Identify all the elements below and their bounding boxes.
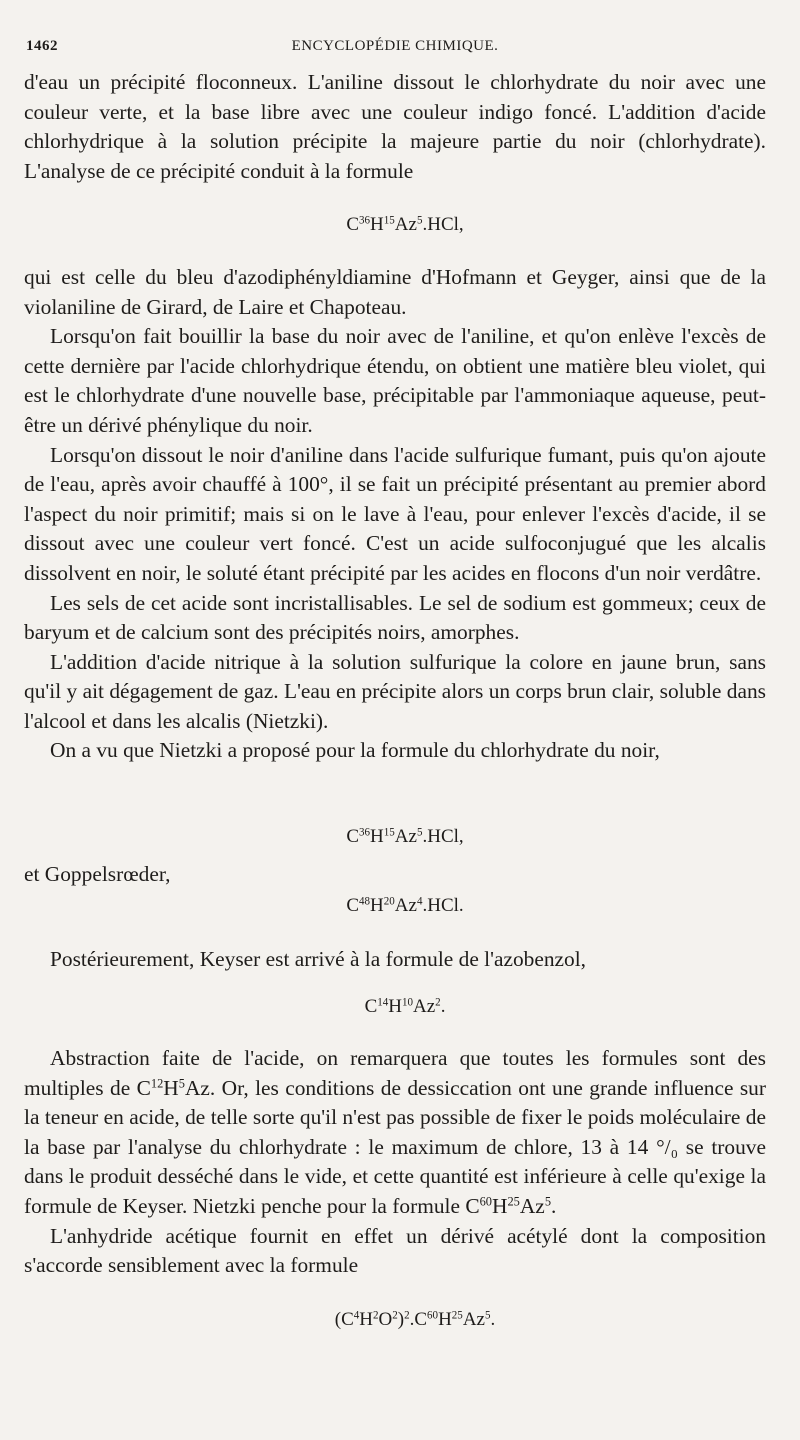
- paragraph-5: Les sels de cet acide sont incristallisables. Le sel de sodium est gommeux; ceux de baryum et de calcium sont des précipités noirs, amorphes.: [24, 590, 766, 645]
- formula-azobenzol: $C^{14}H^{10}Az^2$.: [364, 996, 446, 1018]
- paragraph-4: Lorsqu'on dissout le noir d'aniline dans l'acide sulfurique fumant, puis qu'on ajoute de l'eau, après avoir chauffé à 100°, il se fait un précipité présentant au premier abord l'aspect du noir primitif; mais si on le lave à l'eau, pour enlever l'excès d'acide, il se dissout avec une couleur vert foncé. C'est un acide sulfoconjugué que les alcalis dissolvent en noir, le soluté étant précipité par les acides en flocons d'un noir verdâtre.: [24, 442, 766, 585]
- formula-nietzki: $C^{36}H^{15}Az^5.HCl$,: [346, 826, 464, 848]
- paragraph-abstraction: Abstraction faite de l'acide, on remarquera que toutes les formules sont des multiples de $C^{12}H^5Az$. Or, les conditions de dessiccation ont une grande influence sur la teneur en acide, de telle sorte qu'il n'est pas possible de fixer le poids moléculaire de la base par l'analyse du chlorhydrate : le maximum de chlore, 13 à 14 °/₀ se trouve dans le produit desséché dans le vide, et cette quantité est inférieure à celle qu'exige la formule de Keyser. Nietzki penche pour la formule $C^{60}H^{25}Az^5$.: [24, 1046, 766, 1218]
- paragraph-goppelsroeder: et Goppelsrœder,: [24, 861, 171, 886]
- formula-acetyl-derivative: $(C^4H^2O^2)^2.C^{60}H^{25}Az^5$.: [334, 1308, 496, 1330]
- paragraph-7: On a vu que Nietzki a proposé pour la formule du chlorhydrate du noir,: [50, 738, 660, 763]
- paragraph-2: qui est celle du bleu d'azodiphényldiamine d'Hofmann et Geyger, ainsi que de la violaniline de Girard, de Laire et Chapoteau.: [24, 264, 766, 319]
- formula-hofmann-geyger: $C^{36}H^{15}Az^5.HCl$,: [346, 214, 464, 236]
- running-head: [24, 38, 766, 68]
- paragraph-keyser: Postérieurement, Keyser est arrivé à la formule de l'azobenzol,: [50, 946, 587, 971]
- paragraph-anhydride: L'anhydride acétique fournit en effet un dérivé acétylé dont la composition s'accorde sensiblement avec la formule: [24, 1223, 766, 1278]
- paragraph-3: Lorsqu'on fait bouillir la base du noir avec de l'aniline, et qu'on enlève l'excès de cette dernière par l'acide chlorhydrique étendu, on obtient une matière bleu violet, qui est le chlorhydrate d'une nouvelle base, précipitable par l'ammoniaque aqueuse, peut-être un dérivé phénylique du noir.: [24, 324, 766, 437]
- formula-goppelsroeder: $C^{48}H^{20}Az^4.HCl$.: [346, 895, 464, 917]
- paragraph-6: L'addition d'acide nitrique à la solution sulfurique la colore en jaune brun, sans qu'il y ait dégagement de gaz. L'eau en précipite alors un corps brun clair, soluble dans l'alcool et dans les alcalis (Nietzki).: [24, 649, 766, 733]
- page-number: 1462: [26, 38, 58, 54]
- paragraph-1: d'eau un précipité floconneux. L'aniline dissout le chlorhydrate du noir avec une couleur verte, et la base libre avec une couleur indigo foncé. L'addition d'acide chlorhydrique à la solution précipite la majeure partie du noir (chlorhydrate). L'analyse de ce précipité conduit à la formule: [24, 70, 766, 183]
- body-text: [24, 68, 766, 1334]
- header-title: ENCYCLOPÉDIE CHIMIQUE.: [291, 38, 499, 54]
